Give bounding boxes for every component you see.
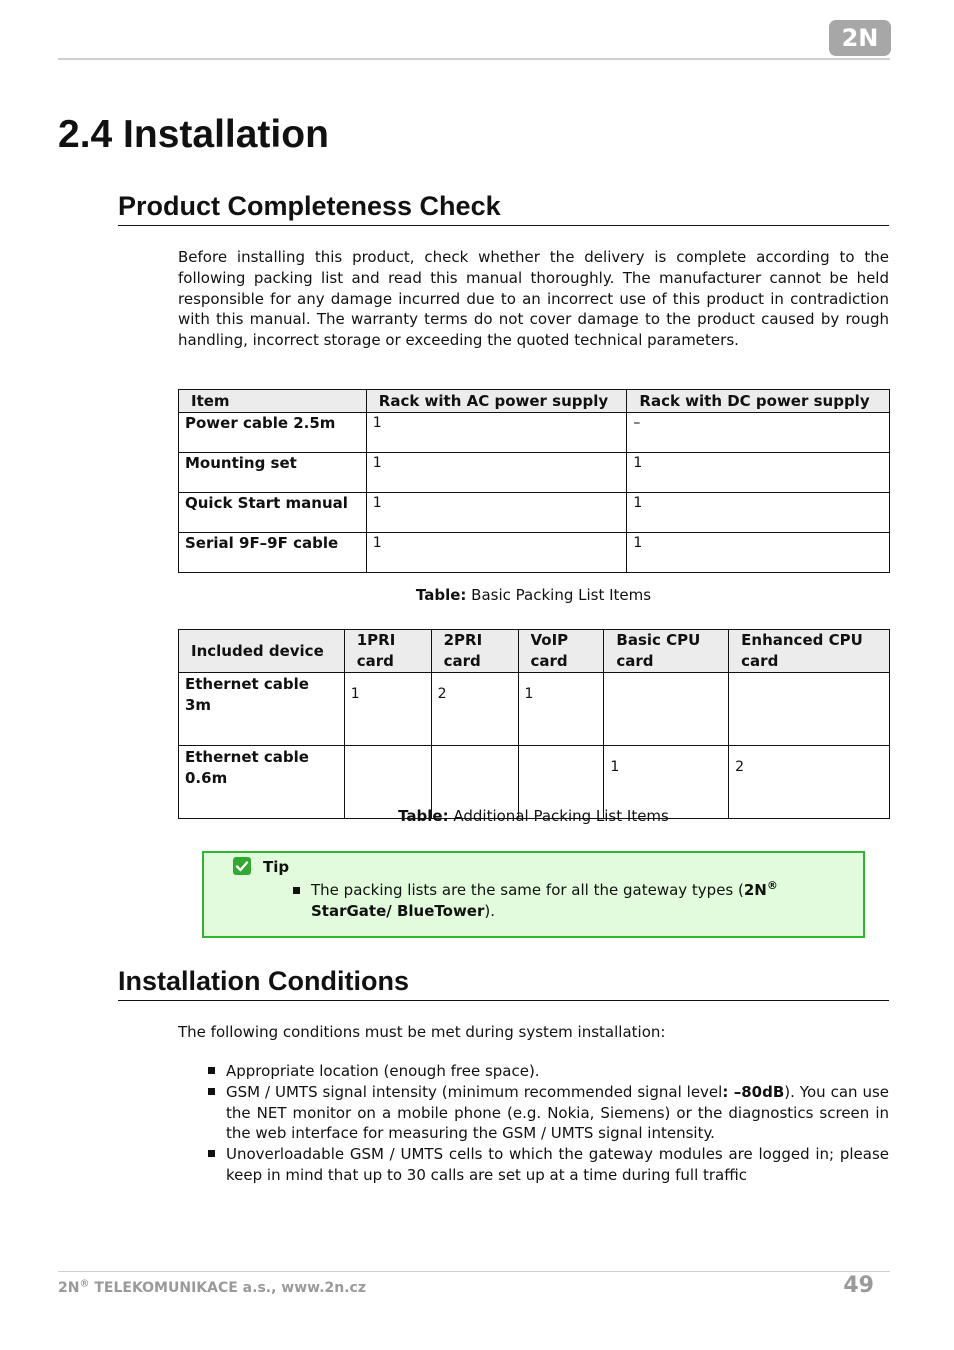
check-icon <box>233 857 251 875</box>
table-header-cell: Basic CPU card <box>604 630 729 673</box>
tip-title: Tip <box>263 858 290 876</box>
table-cell: 1 <box>627 453 890 493</box>
table-cell: 1 <box>627 533 890 573</box>
list-item: Appropriate location (enough free space). <box>208 1061 889 1082</box>
table-row <box>179 453 890 493</box>
list-item <box>208 1082 889 1144</box>
table-header-cell: Item <box>179 390 367 413</box>
table-cell: 2 <box>431 673 518 746</box>
list-item-text: ). You can use the NET monitor on a mobile phone (e.g. Nokia, Siemens) or the diagnostics screen in the web interface for measuring the GSM / UMTS signal intensity. <box>226 1082 889 1143</box>
page-number: 49 <box>843 1273 874 1298</box>
tip-text-before: The packing lists are the same for all the gateway types ( <box>311 881 744 899</box>
list-item-text: GSM / UMTS signal intensity (minimum recommended signal level <box>226 1082 723 1101</box>
table-cell-item: Ethernet cable 3m <box>179 673 345 746</box>
table-cell: – <box>627 413 890 453</box>
table-caption <box>178 585 889 606</box>
table-header-cell: 2PRI card <box>431 630 518 673</box>
table-header-cell: Included device <box>179 630 345 673</box>
tip-brand: 2N <box>743 881 767 899</box>
table-row <box>179 533 890 573</box>
table-header-cell: 1PRI card <box>344 630 431 673</box>
table-cell-item: Serial 9F–9F cable <box>179 533 367 573</box>
table-cell: 2 <box>729 746 890 819</box>
table-cell: 1 <box>344 673 431 746</box>
tip-text <box>311 880 841 922</box>
list-item: Unoverloadable GSM / UMTS cells to which the gateway modules are logged in; please keep in mind that up to 30 calls are set up at a time during full traffic <box>208 1144 889 1186</box>
table-cell: 1 <box>366 413 627 453</box>
footer-reg-mark: ® <box>79 1278 90 1290</box>
table-cell: 1 <box>366 493 627 533</box>
table-cell-item: Mounting set <box>179 453 367 493</box>
table-caption <box>178 806 889 827</box>
header-rule <box>58 58 890 60</box>
tip-reg-mark: ® <box>766 879 778 892</box>
table-row <box>179 413 890 453</box>
table-header-cell: Rack with DC power supply <box>627 390 890 413</box>
tip-text-after: ). <box>484 902 495 920</box>
tip-box <box>202 851 865 938</box>
table-cell-item: Power cable 2.5m <box>179 413 367 453</box>
tip-product: StarGate/ BlueTower <box>311 902 485 920</box>
table-cell: 1 <box>627 493 890 533</box>
table-cell-item: Ethernet cable 0.6m <box>179 746 345 819</box>
table-header-cell: VoIP card <box>518 630 604 673</box>
page-title: 2.4 Installation <box>58 113 329 156</box>
table-cell <box>604 673 729 746</box>
table-header-row <box>179 390 890 413</box>
additional-packing-table <box>178 629 890 819</box>
table-cell-item: Quick Start manual <box>179 493 367 533</box>
conditions-intro: The following conditions must be met during system installation: <box>178 1023 666 1041</box>
section-heading-conditions: Installation Conditions <box>118 964 889 1001</box>
table-cell: 1 <box>604 746 729 819</box>
bullet-icon <box>293 887 300 894</box>
footer-company-text: TELEKOMUNIKACE a.s., www.2n.cz <box>89 1280 366 1296</box>
caption-text: Basic Packing List Items <box>466 586 652 604</box>
footer-brand: 2N <box>58 1280 80 1296</box>
table-row <box>179 493 890 533</box>
table-cell: 1 <box>366 533 627 573</box>
completeness-intro: Before installing this product, check whether the delivery is complete according to the following packing list and read this manual thoroughly. The manufacturer cannot be held responsible for any damage incurred due to an incorrect use of this product in contradiction with this manual. The warranty terms do not cover damage to the product caused by rough handling, incorrect storage or exceeding the quoted technical parameters. <box>178 248 889 350</box>
footer-rule <box>58 1271 890 1272</box>
caption-label: Table: <box>398 807 449 825</box>
table-header-cell: Rack with AC power supply <box>366 390 627 413</box>
caption-text: Additional Packing List Items <box>448 807 669 825</box>
basic-packing-table <box>178 389 890 573</box>
company-logo: 2N <box>829 20 891 56</box>
caption-label: Table: <box>415 586 467 604</box>
list-item-bold: : –80dB <box>722 1082 785 1101</box>
conditions-list <box>208 1061 889 1186</box>
table-header-cell: Enhanced CPU card <box>729 630 890 673</box>
table-cell: 1 <box>366 453 627 493</box>
table-header-row <box>179 630 890 673</box>
section-heading-completeness: Product Completeness Check <box>118 189 889 226</box>
table-row <box>179 673 890 746</box>
footer-company <box>58 1280 366 1296</box>
table-cell <box>729 673 890 746</box>
table-cell: 1 <box>518 673 604 746</box>
